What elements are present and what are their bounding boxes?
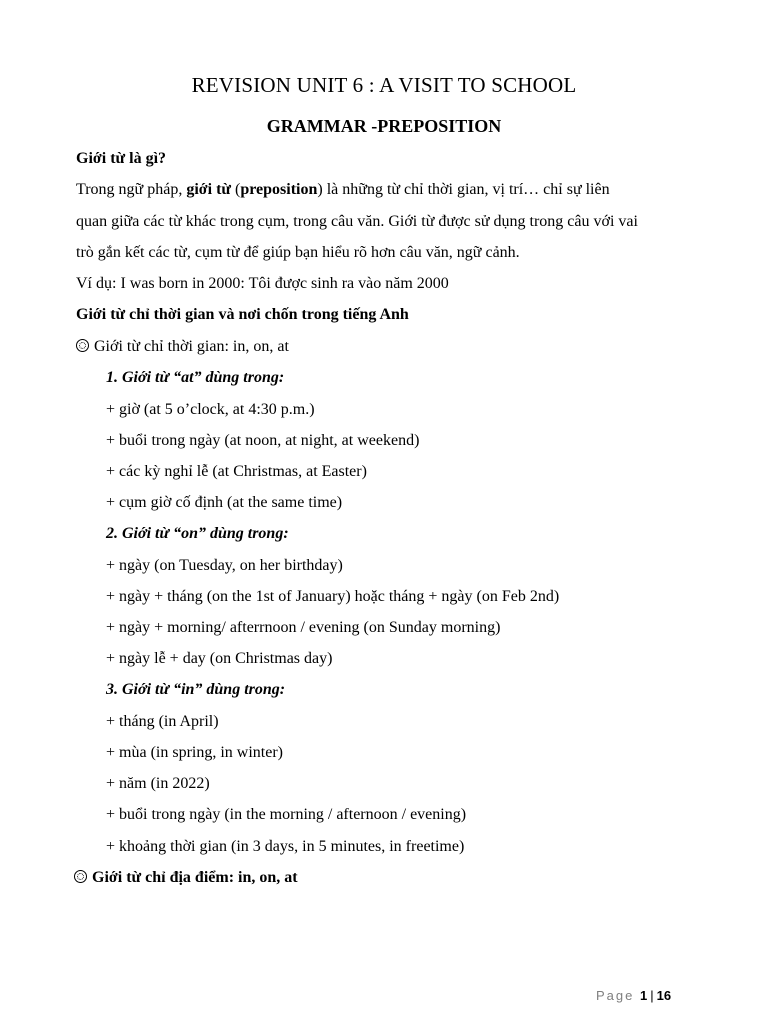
- para1-term-en: preposition: [240, 181, 318, 198]
- list-item: + các kỳ nghỉ lễ (at Christmas, at Easter): [106, 463, 367, 480]
- list-item: + buổi trong ngày (at noon, at night, at weekend): [106, 432, 420, 449]
- section-heading: Giới từ chỉ thời gian và nơi chốn trong tiếng Anh: [76, 306, 409, 323]
- paragraph-line-3: trò gắn kết các từ, cụm từ để giúp bạn hiểu rõ hơn câu văn, ngữ cảnh.: [76, 244, 520, 261]
- total-pages: 16: [656, 988, 672, 1003]
- list-item: + mùa (in spring, in winter): [106, 744, 283, 761]
- list-item: + buổi trong ngày (in the morning / afternoon / evening): [106, 806, 467, 823]
- example-line: Ví dụ: I was born in 2000: Tôi được sinh ra vào năm 2000: [76, 275, 449, 292]
- page-separator: |: [650, 988, 654, 1003]
- list-item: + cụm giờ cố định (at the same time): [106, 494, 343, 511]
- page-number: 1: [640, 988, 648, 1003]
- list-item: + giờ (at 5 o’clock, at 4:30 p.m.): [106, 401, 315, 418]
- list-item: + ngày + morning/ afterrnoon / evening (on Sunday morning): [106, 619, 501, 636]
- para1-text-e: ) là những từ chỉ thời gian, vị trí… chỉ sự liên: [317, 181, 610, 198]
- page-footer: [596, 988, 671, 1003]
- para1-text-c: (: [231, 181, 241, 198]
- list-item: + năm (in 2022): [106, 775, 210, 792]
- on-heading: 2. Giới từ “on” dùng trong:: [106, 525, 289, 542]
- at-heading: 1. Giới từ “at” dùng trong:: [106, 369, 285, 386]
- paragraph-line-2: quan giữa các từ khác trong cụm, trong câu văn. Giới từ được sử dụng trong câu với vai: [76, 213, 638, 230]
- document-title: REVISION UNIT 6 : A VISIT TO SCHOOL: [191, 73, 577, 97]
- para1-term: giới từ: [186, 181, 231, 198]
- list-item: + khoảng thời gian (in 3 days, in 5 minutes, in freetime): [106, 838, 465, 855]
- place-bullet: [74, 869, 298, 887]
- list-item: + ngày lễ + day (on Christmas day): [106, 650, 333, 667]
- bullet-icon: [76, 339, 89, 352]
- time-bullet-text: Giới từ chỉ thời gian: in, on, at: [94, 338, 289, 355]
- list-item: + tháng (in April): [106, 713, 219, 730]
- page-word: Page: [596, 988, 635, 1003]
- bullet-icon: [74, 870, 87, 883]
- document-subtitle: GRAMMAR -PREPOSITION: [266, 116, 502, 136]
- para1-text-a: Trong ngữ pháp,: [76, 181, 187, 198]
- place-bullet-text: Giới từ chỉ địa điểm: in, on, at: [92, 869, 298, 886]
- paragraph-line-1: [76, 181, 610, 199]
- question-heading: Giới từ là gì?: [76, 150, 167, 167]
- in-heading: 3. Giới từ “in” dùng trong:: [106, 681, 286, 698]
- list-item: + ngày (on Tuesday, on her birthday): [106, 557, 343, 574]
- list-item: + ngày + tháng (on the 1st of January) hoặc tháng + ngày (on Feb 2nd): [106, 588, 560, 605]
- time-bullet: [76, 338, 289, 356]
